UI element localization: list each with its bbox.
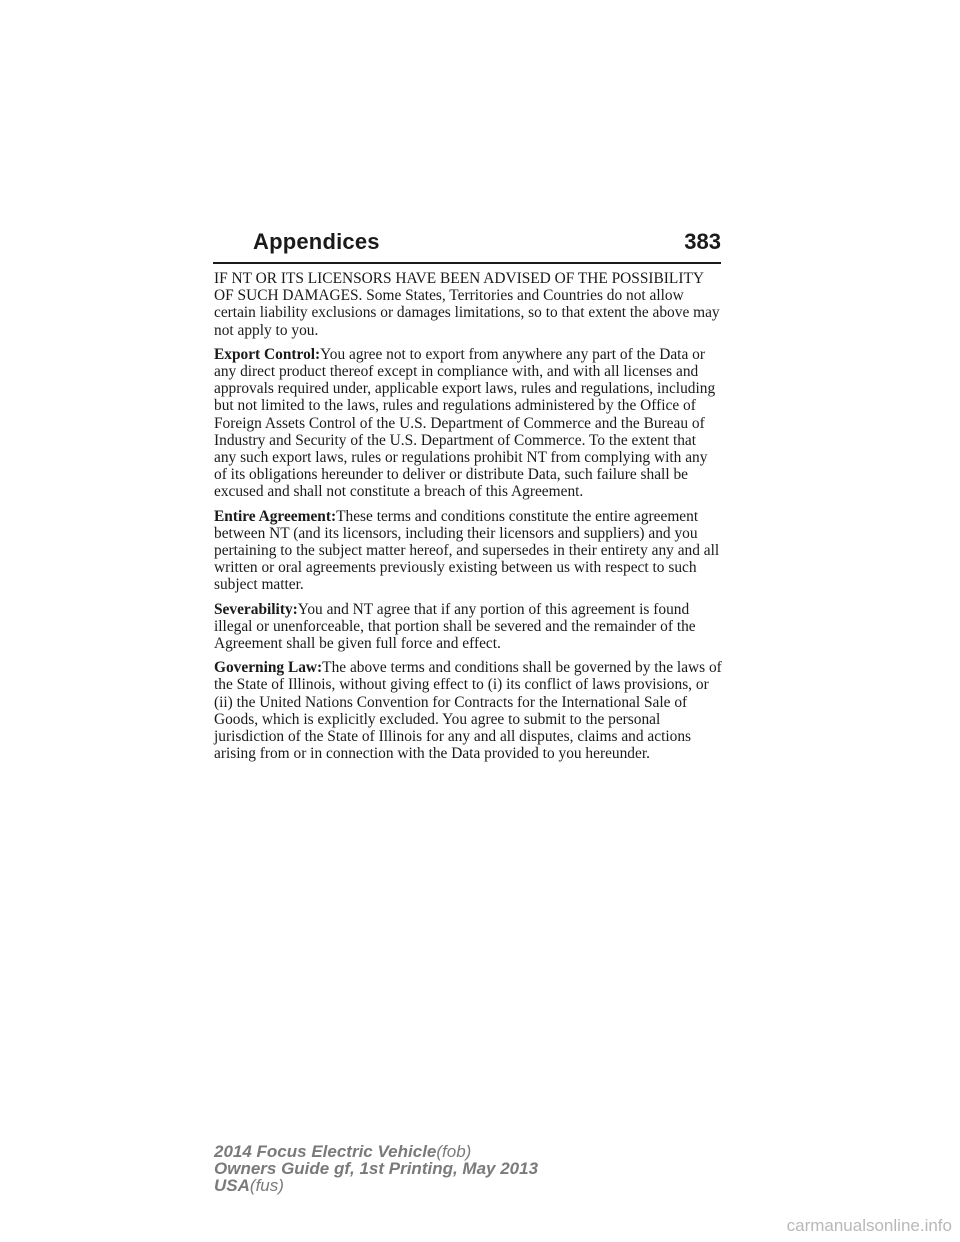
governing-law-paragraph [214,659,722,762]
footer-vehicle: 2014 Focus Electric Vehicle [214,1142,437,1161]
governing-law-text: The above terms and conditions shall be governed by the laws of the State of Illinois, without giving effect to (i) its conflict of laws provisions, or (ii) the United Nations Convention for Contracts for the International Sale of Goods, which is explicitly excluded. You agree to submit to the personal jurisdiction of the State of Illinois for any and all disputes, claims and actions arising from or in connection with the Data provided to you hereunder. [214,659,722,763]
severability-label: Severability: [214,600,298,618]
document-body [214,270,722,769]
entire-agreement-paragraph [214,508,722,594]
footer-guide: Owners Guide gf, 1st Printing, May 2013 [214,1159,539,1178]
export-control-paragraph [214,346,722,501]
severability-paragraph [214,601,722,653]
governing-law-label: Governing Law: [214,659,323,677]
entire-agreement-label: Entire Agreement: [214,507,337,525]
footer-line-2 [214,1160,538,1177]
footer-line-3 [214,1177,538,1194]
intro-paragraph: IF NT OR ITS LICENSORS HAVE BEEN ADVISED OF THE POSSIBILITY OF SUCH DAMAGES. Some States, Territories and Countries do not allow certain liability exclusions or damages limitations, so to that extent the above may not apply to you. [214,270,720,339]
export-control-label: Export Control: [214,345,321,363]
severability-text: You and NT agree that if any portion of this agreement is found illegal or unenforceable, that portion shall be severed and the remainder of the Agreement shall be given full force and effect. [214,600,696,653]
document-footer [214,1143,538,1194]
entire-agreement-text: These terms and conditions constitute the entire agreement between NT (and its licensors, including their licensors and suppliers) and you pertaining to the subject matter hereof, and supersedes in their entirety any and all written or oral agreements previously existing between us with respect to such subject matter. [214,507,720,594]
footer-vehicle-code: (fob) [436,1142,472,1161]
export-control-text: You agree not to export from anywhere any part of the Data or any direct product thereof except in compliance with, and with all licenses and approvals required under, applicable export laws, rules and regulations, including but not limited to the laws, rules and regulations administered by the Office of Foreign Assets Control of the U.S. Department of Commerce and the Bureau of Industry and Security of the U.S. Department of Commerce. To the extent that any such export laws, rules or regulations prohibit NT from complying with any of its obligations hereunder to deliver or distribute Data, such failure shall be excused and shall not constitute a breach of this Agreement. [214,345,716,501]
footer-line-1 [214,1143,538,1160]
watermark-text: carmanualsonline.info [786,1216,952,1235]
page-number: 383 [684,229,721,254]
footer-market-code: (fus) [249,1176,284,1195]
section-title: Appendices [253,229,380,254]
page-header [213,228,721,264]
footer-market: USA [214,1176,250,1195]
